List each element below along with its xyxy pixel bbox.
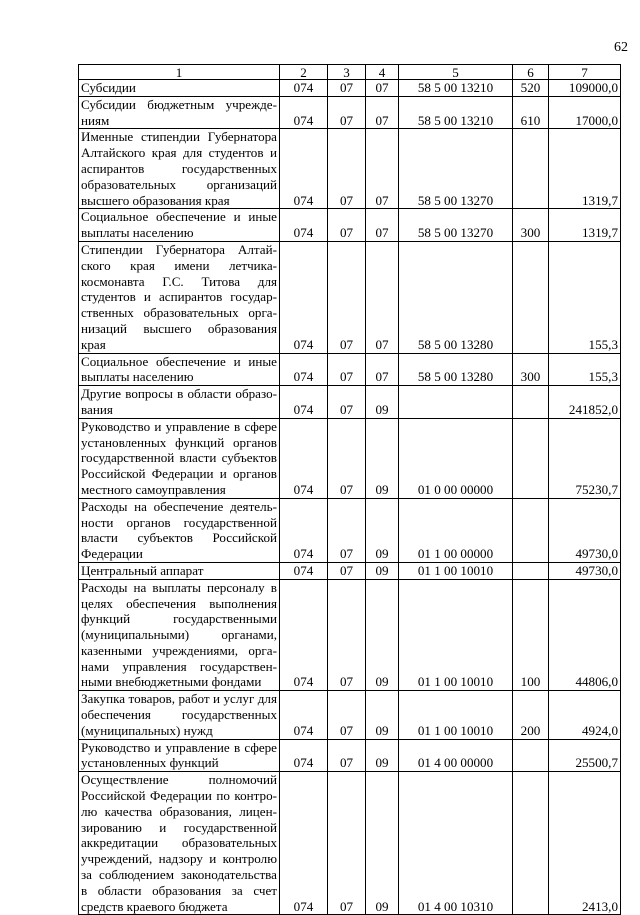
row-ministry-code: 074 bbox=[280, 386, 328, 419]
row-subsection-code: 07 bbox=[366, 96, 399, 129]
page-number: 62 bbox=[614, 40, 628, 55]
row-expense-type: 300 bbox=[513, 353, 549, 386]
row-expense-type bbox=[513, 129, 549, 209]
row-expense-type: 300 bbox=[513, 209, 549, 242]
row-amount: 25500,7 bbox=[549, 739, 621, 772]
row-expense-type bbox=[513, 386, 549, 419]
row-section-code: 07 bbox=[328, 96, 366, 129]
table-row bbox=[79, 579, 621, 691]
row-name: Другие вопросы в области образования bbox=[79, 386, 280, 419]
row-name: Центральный аппарат bbox=[79, 562, 280, 579]
row-subsection-code: 09 bbox=[366, 739, 399, 772]
row-section-code: 07 bbox=[328, 691, 366, 739]
row-expense-type bbox=[513, 562, 549, 579]
row-name: Субсидии бюджетным учреждениям bbox=[79, 96, 280, 129]
row-expense-type: 200 bbox=[513, 691, 549, 739]
column-header: 4 bbox=[366, 65, 399, 80]
row-amount: 155,3 bbox=[549, 241, 621, 353]
row-section-code: 07 bbox=[328, 498, 366, 562]
row-subsection-code: 09 bbox=[366, 498, 399, 562]
column-header: 2 bbox=[280, 65, 328, 80]
row-amount: 44806,0 bbox=[549, 579, 621, 691]
row-target-article bbox=[399, 386, 513, 419]
row-amount: 1319,7 bbox=[549, 129, 621, 209]
row-expense-type bbox=[513, 241, 549, 353]
row-section-code: 07 bbox=[328, 418, 366, 498]
row-target-article: 58 5 00 13270 bbox=[399, 209, 513, 242]
row-ministry-code: 074 bbox=[280, 691, 328, 739]
table-row bbox=[79, 353, 621, 386]
table-row bbox=[79, 739, 621, 772]
table-row bbox=[79, 209, 621, 242]
row-name: Осуществление полномочий Российской Федерации по контролю качества образования, лицензированию и государственной аккредитации образовательных учреждений, надзору и контролю за соблюдением законодательства в области образования за счет средств краевого бюджета bbox=[79, 772, 280, 915]
row-amount: 1319,7 bbox=[549, 209, 621, 242]
row-expense-type: 100 bbox=[513, 579, 549, 691]
row-subsection-code: 09 bbox=[366, 772, 399, 915]
row-expense-type bbox=[513, 772, 549, 915]
row-section-code: 07 bbox=[328, 386, 366, 419]
column-header: 5 bbox=[399, 65, 513, 80]
row-subsection-code: 07 bbox=[366, 241, 399, 353]
table-row bbox=[79, 241, 621, 353]
row-target-article: 01 1 00 00000 bbox=[399, 498, 513, 562]
row-name: Руководство и управление в сфере установленных функций органов государственной власти субъектов Российской Федерации и органов местного самоуправления bbox=[79, 418, 280, 498]
row-name: Расходы на обеспечение деятельности органов государственной власти субъектов Российской Федерации bbox=[79, 498, 280, 562]
row-ministry-code: 074 bbox=[280, 739, 328, 772]
row-ministry-code: 074 bbox=[280, 579, 328, 691]
table-row bbox=[79, 386, 621, 419]
row-expense-type bbox=[513, 418, 549, 498]
row-section-code: 07 bbox=[328, 80, 366, 97]
row-ministry-code: 074 bbox=[280, 209, 328, 242]
row-ministry-code: 074 bbox=[280, 80, 328, 97]
row-ministry-code: 074 bbox=[280, 562, 328, 579]
row-expense-type: 610 bbox=[513, 96, 549, 129]
row-subsection-code: 09 bbox=[366, 386, 399, 419]
row-ministry-code: 074 bbox=[280, 772, 328, 915]
row-subsection-code: 07 bbox=[366, 209, 399, 242]
row-ministry-code: 074 bbox=[280, 129, 328, 209]
row-ministry-code: 074 bbox=[280, 241, 328, 353]
column-header: 3 bbox=[328, 65, 366, 80]
row-amount: 75230,7 bbox=[549, 418, 621, 498]
table-row bbox=[79, 418, 621, 498]
row-section-code: 07 bbox=[328, 739, 366, 772]
row-target-article: 01 4 00 10310 bbox=[399, 772, 513, 915]
row-expense-type bbox=[513, 498, 549, 562]
table-row bbox=[79, 96, 621, 129]
row-subsection-code: 07 bbox=[366, 129, 399, 209]
column-header: 6 bbox=[513, 65, 549, 80]
row-ministry-code: 074 bbox=[280, 498, 328, 562]
column-header: 1 bbox=[79, 65, 280, 80]
row-amount: 241852,0 bbox=[549, 386, 621, 419]
table-row bbox=[79, 498, 621, 562]
row-name: Именные стипендии Губернатора Алтайского края для студентов и аспирантов государственных образовательных организаций высшего образования края bbox=[79, 129, 280, 209]
row-subsection-code: 07 bbox=[366, 353, 399, 386]
row-section-code: 07 bbox=[328, 562, 366, 579]
row-subsection-code: 09 bbox=[366, 418, 399, 498]
table-row bbox=[79, 129, 621, 209]
row-ministry-code: 074 bbox=[280, 418, 328, 498]
row-section-code: 07 bbox=[328, 772, 366, 915]
row-subsection-code: 09 bbox=[366, 579, 399, 691]
row-name: Стипендии Губернатора Алтайского края имени летчика-космонавта Г.С. Титова для студентов и аспирантов государственных образовательных организаций высшего образования края bbox=[79, 241, 280, 353]
row-amount: 4924,0 bbox=[549, 691, 621, 739]
table-row bbox=[79, 80, 621, 97]
row-target-article: 58 5 00 13280 bbox=[399, 241, 513, 353]
table-row bbox=[79, 691, 621, 739]
header-row bbox=[79, 65, 621, 80]
row-target-article: 01 0 00 00000 bbox=[399, 418, 513, 498]
row-target-article: 01 1 00 10010 bbox=[399, 691, 513, 739]
row-target-article: 01 1 00 10010 bbox=[399, 579, 513, 691]
row-amount: 155,3 bbox=[549, 353, 621, 386]
row-subsection-code: 09 bbox=[366, 562, 399, 579]
row-name: Руководство и управление в сфере установленных функций bbox=[79, 739, 280, 772]
row-section-code: 07 bbox=[328, 209, 366, 242]
row-name: Закупка товаров, работ и услуг для обеспечения государственных (муниципальных) нужд bbox=[79, 691, 280, 739]
row-section-code: 07 bbox=[328, 579, 366, 691]
row-amount: 49730,0 bbox=[549, 498, 621, 562]
row-ministry-code: 074 bbox=[280, 96, 328, 129]
column-header: 7 bbox=[549, 65, 621, 80]
row-amount: 2413,0 bbox=[549, 772, 621, 915]
row-expense-type bbox=[513, 739, 549, 772]
row-section-code: 07 bbox=[328, 241, 366, 353]
row-target-article: 58 5 00 13270 bbox=[399, 129, 513, 209]
row-target-article: 58 5 00 13280 bbox=[399, 353, 513, 386]
row-target-article: 01 1 00 10010 bbox=[399, 562, 513, 579]
row-name: Субсидии bbox=[79, 80, 280, 97]
row-target-article: 01 4 00 00000 bbox=[399, 739, 513, 772]
row-target-article: 58 5 00 13210 bbox=[399, 80, 513, 97]
row-section-code: 07 bbox=[328, 129, 366, 209]
row-section-code: 07 bbox=[328, 353, 366, 386]
table-body bbox=[79, 80, 621, 915]
row-amount: 109000,0 bbox=[549, 80, 621, 97]
table-row bbox=[79, 562, 621, 579]
row-ministry-code: 074 bbox=[280, 353, 328, 386]
row-name: Социальное обеспечение и иные выплаты населению bbox=[79, 209, 280, 242]
row-subsection-code: 07 bbox=[366, 80, 399, 97]
row-name: Социальное обеспечение и иные выплаты населению bbox=[79, 353, 280, 386]
row-amount: 17000,0 bbox=[549, 96, 621, 129]
row-target-article: 58 5 00 13210 bbox=[399, 96, 513, 129]
row-expense-type: 520 bbox=[513, 80, 549, 97]
row-name: Расходы на выплаты персоналу в целях обеспечения выполнения функций государственными (муниципальными) органами, казенными учреждениями, органами управления государственными внебюджетными фондами bbox=[79, 579, 280, 691]
budget-table bbox=[78, 64, 621, 915]
table-row bbox=[79, 772, 621, 915]
row-subsection-code: 09 bbox=[366, 691, 399, 739]
row-amount: 49730,0 bbox=[549, 562, 621, 579]
